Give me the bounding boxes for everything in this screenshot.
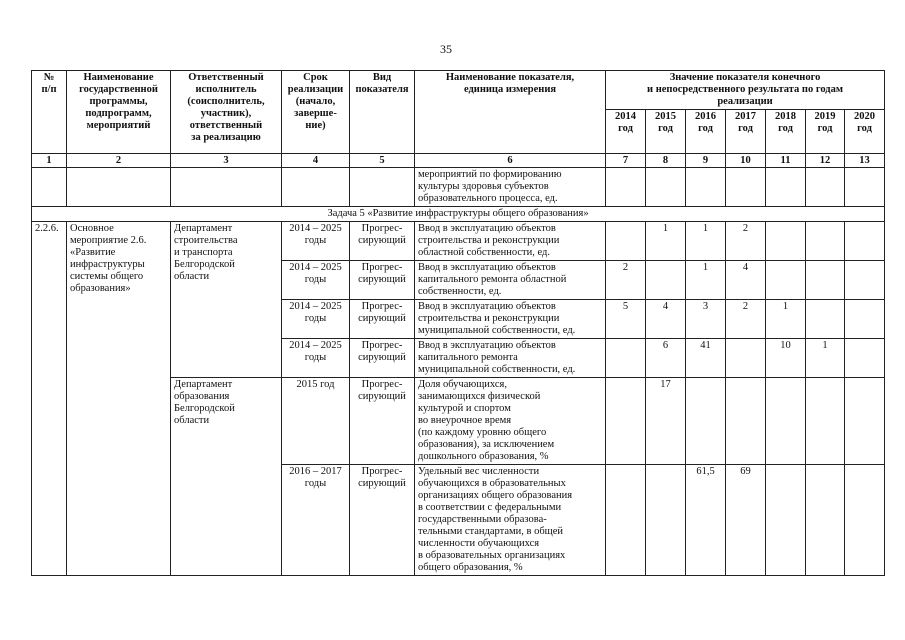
column-number: 5: [350, 154, 415, 168]
header-year: 2020 год: [845, 110, 885, 154]
column-number: 9: [686, 154, 726, 168]
term-cell: 2014 – 2025 годы: [282, 261, 350, 300]
indicator-cell: Ввод в эксплуатацию объектов строительства и реконструкции областной собственности, ед.: [415, 222, 606, 261]
value-cell: [845, 261, 885, 300]
value-cell: [766, 222, 806, 261]
value-cell: [726, 339, 766, 378]
column-number: 1: [32, 154, 67, 168]
kind-cell: Прогрес- сирующий: [350, 378, 415, 465]
value-cell: [686, 378, 726, 465]
column-number: 13: [845, 154, 885, 168]
kind-cell: Прогрес- сирующий: [350, 300, 415, 339]
header-year: 2014 год: [606, 110, 646, 154]
executor-education: Департамент образования Белгородской области: [171, 378, 282, 576]
value-cell: [766, 261, 806, 300]
value-cell: [845, 300, 885, 339]
term-cell: 2014 – 2025 годы: [282, 300, 350, 339]
value-cell: 61,5: [686, 465, 726, 576]
kind-cell: Прогрес- сирующий: [350, 222, 415, 261]
value-cell: [606, 222, 646, 261]
task-title: Задача 5 «Развитие инфраструктуры общего образования»: [32, 207, 885, 222]
indicator-table: [31, 70, 885, 576]
kind-cell: Прогрес- сирующий: [350, 261, 415, 300]
value-cell: [845, 222, 885, 261]
page-number: 35: [440, 42, 452, 56]
term-cell: 2014 – 2025 годы: [282, 222, 350, 261]
value-cell: 4: [726, 261, 766, 300]
value-cell: 3: [686, 300, 726, 339]
value-cell: 1: [806, 339, 845, 378]
value-cell: 17: [646, 378, 686, 465]
column-number: 11: [766, 154, 806, 168]
header-indicator: Наименование показателя, единица измерения: [415, 71, 606, 154]
measure-name: Основное мероприятие 2.6. «Развитие инфраструктуры системы общего образования»: [67, 222, 171, 576]
task-row: [32, 207, 885, 222]
header-term: Срок реализации (начало, заверше- ние): [282, 71, 350, 154]
header-year: 2018 год: [766, 110, 806, 154]
value-cell: 10: [766, 339, 806, 378]
value-cell: 4: [646, 300, 686, 339]
value-cell: [646, 261, 686, 300]
indicator-cell: Ввод в эксплуатацию объектов капитального ремонта муниципальной собственности, ед.: [415, 339, 606, 378]
header-year: 2016 год: [686, 110, 726, 154]
executor-construction: Департамент строительства и транспорта Белгородской области: [171, 222, 282, 378]
value-cell: [766, 378, 806, 465]
value-cell: 1: [686, 261, 726, 300]
column-number: 10: [726, 154, 766, 168]
header-executor: Ответственный исполнитель (соисполнитель, участник), ответственный за реализацию: [171, 71, 282, 154]
value-cell: 2: [726, 300, 766, 339]
value-cell: [845, 339, 885, 378]
value-cell: 2: [726, 222, 766, 261]
value-cell: [766, 465, 806, 576]
column-number: 6: [415, 154, 606, 168]
header-program: Наименование государственной программы, подпрограмм, мероприятий: [67, 71, 171, 154]
term-cell: 2016 – 2017 годы: [282, 465, 350, 576]
value-cell: 6: [646, 339, 686, 378]
header-values-group: Значение показателя конечного и непосредственного результата по годам реализации: [606, 71, 885, 110]
header-year: 2017 год: [726, 110, 766, 154]
kind-cell: Прогрес- сирующий: [350, 339, 415, 378]
value-cell: 1: [766, 300, 806, 339]
column-number: 2: [67, 154, 171, 168]
value-cell: 2: [606, 261, 646, 300]
column-number: 3: [171, 154, 282, 168]
kind-cell: Прогрес- сирующий: [350, 465, 415, 576]
column-number: 7: [606, 154, 646, 168]
table-row: [32, 222, 885, 261]
continuation-indicator: мероприятий по формированию культуры здоровья субъектов образовательного процесса, ед.: [415, 168, 606, 207]
header-year: 2015 год: [646, 110, 686, 154]
term-cell: 2015 год: [282, 378, 350, 465]
value-cell: [606, 378, 646, 465]
continuation-row: [32, 168, 885, 207]
header-row: [32, 71, 885, 110]
value-cell: 5: [606, 300, 646, 339]
indicator-cell: Ввод в эксплуатацию объектов строительства и реконструкции муниципальной собственности, ед.: [415, 300, 606, 339]
value-cell: [806, 465, 845, 576]
value-cell: [646, 465, 686, 576]
header-kind: Вид показателя: [350, 71, 415, 154]
value-cell: [806, 222, 845, 261]
value-cell: [606, 465, 646, 576]
column-number: 8: [646, 154, 686, 168]
indicator-cell: Ввод в эксплуатацию объектов капитального ремонта областной собственности, ед.: [415, 261, 606, 300]
value-cell: [845, 378, 885, 465]
value-cell: [806, 261, 845, 300]
value-cell: [806, 378, 845, 465]
value-cell: 1: [686, 222, 726, 261]
header-number: № п/п: [32, 71, 67, 154]
header-year: 2019 год: [806, 110, 845, 154]
value-cell: [806, 300, 845, 339]
value-cell: [845, 465, 885, 576]
indicator-cell: Удельный вес численности обучающихся в образовательных организациях общего образования в соответствии с федеральными государственными образова- тельными стандартами, в общей численности обучающихся в образовательных организациях общего образования, %: [415, 465, 606, 576]
column-numbers-row: [32, 154, 885, 168]
column-number: 12: [806, 154, 845, 168]
column-number: 4: [282, 154, 350, 168]
value-cell: 41: [686, 339, 726, 378]
measure-number: 2.2.6.: [32, 222, 67, 576]
value-cell: [606, 339, 646, 378]
value-cell: [726, 378, 766, 465]
term-cell: 2014 – 2025 годы: [282, 339, 350, 378]
value-cell: 1: [646, 222, 686, 261]
indicator-cell: Доля обучающихся, занимающихся физической культурой и спортом во внеурочное время (по каждому уровню общего образования), за исключением дошкольного образования, %: [415, 378, 606, 465]
value-cell: 69: [726, 465, 766, 576]
